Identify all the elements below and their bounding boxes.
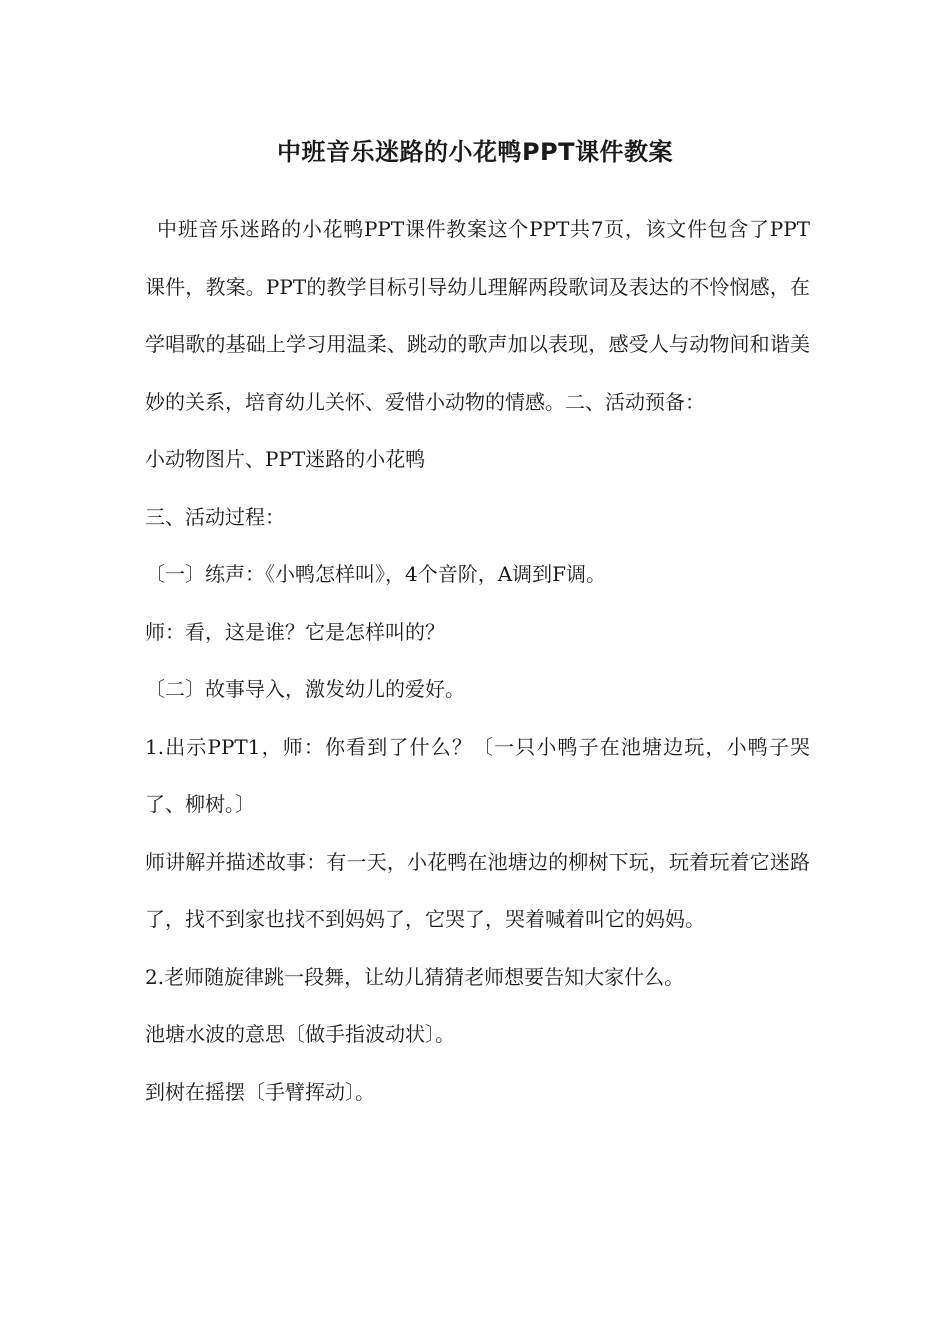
intro-paragraph: 中班音乐迷路的小花鸭PPT课件教案这个PPT共7页，该文件包含了PPT课件，教案。PPT的教学目标引导幼儿理解两段歌词及表达的不怜悯感，在学唱歌的基础上学习用温柔、跳动的歌声加以表现，感受人与动物间和谐美妙的关系，培育幼儿关怀、爱惜小动物的情感。二、活动预备： (145, 217, 810, 414)
paragraph-step-2: 2.老师随旋律跳一段舞，让幼儿猜猜老师想要告知大家什么。 (145, 964, 685, 989)
section-heading-process: 三、活动过程： (145, 504, 285, 529)
paragraph-story: 师讲解并描述故事：有一天，小花鸭在池塘边的柳树下玩，玩着玩着它迷路了，找不到家也找不到妈妈了，它哭了，哭着喊着叫它的妈妈。 (145, 849, 810, 931)
document-body (145, 201, 810, 1121)
paragraph-materials: 小动物图片、PPT迷路的小花鸭 (145, 447, 426, 471)
paragraph-teacher-question: 师：看，这是谁？它是怎样叫的？ (145, 619, 445, 644)
paragraph-step-1: 1.出示PPT1，师：你看到了什么？〔一只小鸭子在池塘边玩，小鸭子哭了、柳树。〕 (145, 734, 810, 816)
document-title: 中班音乐迷路的小花鸭PPT课件教案 (276, 138, 674, 166)
paragraph-tree-sway: 到树在摇摆〔手臂挥动〕。 (145, 1079, 375, 1104)
paragraph-story-intro: 〔二〕故事导入，激发幼儿的爱好。 (145, 677, 465, 701)
paragraph-water-wave: 池塘水波的意思〔做手指波动状〕。 (145, 1022, 455, 1046)
paragraph-warmup: 〔一〕练声：《小鸭怎样叫》，4个音阶，A调到F调。 (145, 562, 607, 586)
